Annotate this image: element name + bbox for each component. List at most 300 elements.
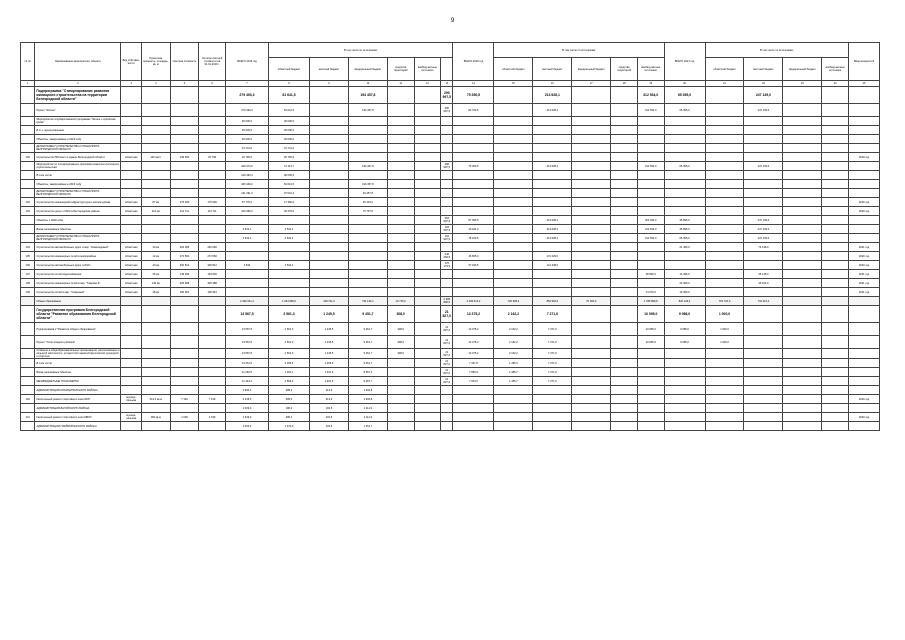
row-name-cell: АДМИНИСТРАЦИЯ ГРАЙВОРОНСКОГО РАЙОНА (35, 422, 121, 431)
value-cell (310, 198, 349, 207)
value-cell (494, 87, 533, 104)
value-cell (269, 243, 310, 252)
value-cell (387, 377, 414, 386)
value-cell: 30 000,0 (225, 126, 268, 135)
value-cell (387, 252, 414, 261)
value-cell (822, 252, 849, 261)
value-cell: 65 395,0 (664, 234, 705, 243)
value-cell (121, 180, 142, 189)
value-cell (744, 117, 783, 126)
value-cell: 182 кв.м (141, 413, 170, 422)
value-cell: 83 763,5 (453, 104, 494, 117)
value-cell (611, 323, 638, 336)
value-cell (170, 349, 199, 359)
value-cell (348, 225, 387, 234)
value-cell: 175 000 (199, 198, 226, 207)
value-cell: 21 827,0 (441, 377, 453, 386)
value-cell (572, 117, 611, 126)
value-cell: 279 493,3 (225, 87, 268, 104)
value-cell (441, 422, 453, 431)
value-cell (121, 349, 142, 359)
value-cell (494, 243, 533, 252)
value-cell (611, 336, 638, 349)
value-cell (441, 413, 453, 422)
value-cell (705, 198, 744, 207)
value-cell: 57 770,0 (225, 198, 268, 207)
value-cell (822, 180, 849, 189)
value-cell (664, 368, 705, 377)
value-cell (348, 126, 387, 135)
value-cell: 21 827,0 (441, 368, 453, 377)
value-cell (141, 404, 170, 413)
row-number-cell (21, 234, 35, 243)
value-cell (822, 153, 849, 162)
value-cell (414, 288, 441, 297)
value-cell: 21 827,0 (441, 349, 453, 359)
value-cell (705, 162, 744, 171)
value-cell (783, 377, 822, 386)
value-cell (494, 171, 533, 180)
value-cell: 791 136,1 (348, 297, 387, 306)
value-cell: 312 534,0 (637, 104, 664, 117)
value-cell (310, 234, 349, 243)
value-cell (121, 225, 142, 234)
value-cell (414, 87, 441, 104)
value-cell (414, 135, 441, 144)
value-cell (170, 126, 199, 135)
value-cell: 75 350,5 (453, 87, 494, 104)
value-cell: 213 628,1 (533, 234, 572, 243)
value-cell: 7 271,6 (533, 368, 572, 377)
value-cell (744, 404, 783, 413)
row-number-cell (21, 349, 35, 359)
value-cell (637, 180, 664, 189)
value-cell: 78 160,5 (453, 234, 494, 243)
value-cell: 2 561,3 (269, 323, 310, 336)
value-cell (414, 306, 441, 323)
value-cell (611, 404, 638, 413)
header-src-spacer (441, 58, 453, 81)
column-number-cell: 18 (611, 81, 638, 87)
value-cell (494, 395, 533, 404)
value-cell: 37 631,4 (269, 189, 310, 198)
value-cell (822, 126, 849, 135)
value-cell: 7 347,8 (453, 359, 494, 368)
value-cell (310, 261, 349, 270)
value-cell (783, 189, 822, 198)
value-cell: 9 086,0 (664, 306, 705, 323)
table-row (21, 336, 880, 349)
value-cell: 290 997,5 (441, 162, 453, 171)
table-body (21, 81, 880, 431)
value-cell (170, 404, 199, 413)
value-cell (387, 180, 414, 189)
value-cell: 21 827,0 (441, 306, 453, 323)
value-cell (170, 422, 199, 431)
value-cell (705, 261, 744, 270)
value-cell: 139 660 (170, 153, 199, 162)
value-cell (414, 422, 441, 431)
value-cell (141, 117, 170, 126)
value-cell (783, 349, 822, 359)
value-cell (572, 279, 611, 288)
value-cell: 2 469 513,2 (453, 297, 494, 306)
column-number-cell: 4 (141, 81, 170, 87)
value-cell (121, 126, 142, 135)
value-cell (453, 413, 494, 422)
value-cell (533, 413, 572, 422)
value-cell (849, 135, 880, 144)
value-cell: 8 657,2 (348, 368, 387, 377)
value-cell (170, 306, 199, 323)
value-cell (705, 279, 744, 288)
value-cell (822, 297, 849, 306)
value-cell (572, 386, 611, 395)
header-type: Вид собствен-ности (121, 43, 142, 81)
row-number-cell: 141 (21, 413, 35, 422)
value-cell (441, 279, 453, 288)
value-cell (141, 336, 170, 349)
column-number-cell: 9 (310, 81, 349, 87)
value-cell (121, 234, 142, 243)
value-cell (637, 198, 664, 207)
value-cell (849, 234, 880, 243)
value-cell (310, 225, 349, 234)
value-cell: 21 827,0 (441, 323, 453, 336)
value-cell (310, 270, 349, 279)
value-cell (822, 189, 849, 198)
value-cell (744, 386, 783, 395)
value-cell (611, 104, 638, 117)
row-number-cell (21, 386, 35, 395)
value-cell: 45 895,0 (664, 216, 705, 225)
value-cell (348, 135, 387, 144)
value-cell (705, 395, 744, 404)
header-src: внебюд-жетные источники (414, 58, 441, 81)
row-name-cell: Строительство автомобильных дорог в мкр. "Новосадовый" (35, 243, 121, 252)
value-cell (441, 180, 453, 189)
value-cell (849, 349, 880, 359)
value-cell: областная (121, 288, 142, 297)
value-cell (199, 377, 226, 386)
value-cell: 2021 год (849, 243, 880, 252)
value-cell: 2 162,2 (494, 323, 533, 336)
value-cell (822, 144, 849, 153)
value-cell: 262 096 (170, 243, 199, 252)
row-name-cell: Вновь начинаемые объекты (35, 225, 121, 234)
value-cell (744, 261, 783, 270)
page-number: 9 (450, 18, 455, 24)
value-cell (783, 323, 822, 336)
table-row (21, 180, 880, 189)
value-cell (783, 413, 822, 422)
value-cell (849, 87, 880, 104)
value-cell (494, 189, 533, 198)
value-cell: 116 км (141, 207, 170, 216)
value-cell (494, 234, 533, 243)
value-cell: 65 395,0 (664, 87, 705, 104)
value-cell: 172 429,0 (533, 252, 572, 261)
header-src: местный бюджет (533, 58, 572, 81)
value-cell: 763 722,0 (705, 297, 744, 306)
value-cell: 1 400,4 (225, 422, 268, 431)
value-cell (387, 422, 414, 431)
value-cell (414, 368, 441, 377)
row-name-cell: Объекты, завершаемые в 2019 году (35, 180, 121, 189)
value-cell (849, 377, 880, 386)
value-cell (705, 207, 744, 216)
value-cell (664, 198, 705, 207)
value-cell (572, 135, 611, 144)
value-cell: 19 395,0 (664, 288, 705, 297)
value-cell: 1 111,9 (348, 413, 387, 422)
value-cell (141, 323, 170, 336)
value-cell (637, 117, 664, 126)
column-number-cell: 24 (822, 81, 849, 87)
value-cell (310, 279, 349, 288)
value-cell (199, 87, 226, 104)
value-cell: 2 566,3 (269, 377, 310, 386)
value-cell (611, 252, 638, 261)
value-cell (387, 359, 414, 368)
value-cell (199, 104, 226, 117)
value-cell (744, 359, 783, 368)
value-cell (572, 349, 611, 359)
value-cell: 2 149,0 (225, 395, 268, 404)
value-cell: 7 149 (199, 395, 226, 404)
value-cell (414, 225, 441, 234)
value-cell (225, 279, 268, 288)
value-cell: 74 070,0 (637, 288, 664, 297)
value-cell (783, 270, 822, 279)
value-cell (453, 117, 494, 126)
value-cell (269, 279, 310, 288)
value-cell (822, 243, 849, 252)
value-cell (611, 171, 638, 180)
value-cell (269, 288, 310, 297)
value-cell (611, 422, 638, 431)
value-cell (664, 135, 705, 144)
value-cell: 1 245,5 (310, 349, 349, 359)
value-cell (705, 288, 744, 297)
value-cell: 20 765,0 (225, 153, 268, 162)
value-cell (348, 243, 387, 252)
value-cell (849, 180, 880, 189)
value-cell: 13 375,2 (453, 336, 494, 349)
value-cell (783, 198, 822, 207)
value-cell: 2021 год (849, 279, 880, 288)
value-cell (611, 306, 638, 323)
value-cell (611, 216, 638, 225)
row-number-cell (21, 126, 35, 135)
value-cell (453, 395, 494, 404)
value-cell: 36 км (141, 270, 170, 279)
value-cell (611, 135, 638, 144)
value-cell: 2 395 890,5 (441, 297, 453, 306)
column-number-cell: 20 (664, 81, 705, 87)
row-name-cell: ДЕПАРТАМЕНТ СТРОИТЕЛЬСТВА И ТРАНСПОРТА БЕЛГОРОДСКОЙ ОБЛАСТИ (35, 234, 121, 243)
value-cell (494, 252, 533, 261)
value-cell (494, 198, 533, 207)
value-cell (121, 422, 142, 431)
row-name-cell: Мероприятие государственной программы "Жилье и городская среда" (35, 117, 121, 126)
row-number-cell: 137 (21, 270, 35, 279)
table-row (21, 252, 880, 261)
value-cell: 45 895,0 (664, 225, 705, 234)
value-cell (387, 368, 414, 377)
value-cell: 13 567,5 (225, 306, 268, 323)
value-cell (170, 135, 199, 144)
column-number-cell: 1 (21, 81, 35, 87)
value-cell (170, 180, 199, 189)
value-cell (453, 189, 494, 198)
value-cell (849, 216, 880, 225)
header-group-2019: В том числе по источникам: (269, 43, 453, 58)
value-cell: 194 457,8 (348, 104, 387, 117)
value-cell: 47 113,7 (269, 162, 310, 171)
value-cell: 249 474,2 (225, 162, 268, 171)
value-cell (494, 279, 533, 288)
value-cell (414, 377, 441, 386)
value-cell (387, 404, 414, 413)
row-name-cell: Создание в общеобразовательных организациях, расположенных в сельской местности, условий для занятий физической культурой и спортом (36, 349, 120, 358)
value-cell (664, 413, 705, 422)
header-no: № пп (21, 43, 35, 81)
value-cell (783, 207, 822, 216)
value-cell: 9 451,7 (348, 306, 387, 323)
value-cell: 290 997,5 (441, 104, 453, 117)
row-number-cell: 138 (21, 279, 35, 288)
value-cell (453, 243, 494, 252)
value-cell (170, 225, 199, 234)
value-cell (637, 261, 664, 270)
value-cell (170, 386, 199, 395)
value-cell (441, 395, 453, 404)
value-cell: 312 534,0 (637, 87, 664, 104)
value-cell (822, 207, 849, 216)
value-cell (387, 207, 414, 216)
value-cell (310, 153, 349, 162)
value-cell: 7 271,6 (533, 336, 572, 349)
header-notes: Ввод мощностей (849, 43, 880, 81)
value-cell (744, 395, 783, 404)
table-row (21, 234, 880, 243)
value-cell (494, 404, 533, 413)
header-rest: Остаток сметной стоимости на 01.01.2019 г. (199, 43, 226, 81)
value-cell (705, 189, 744, 198)
value-cell: 1 455,7 (494, 368, 533, 377)
value-cell (744, 207, 783, 216)
value-cell (141, 377, 170, 386)
value-cell: 87 050,5 (453, 216, 494, 225)
value-cell: областная (121, 198, 142, 207)
column-number-cell: 7 (225, 81, 268, 87)
value-cell (705, 413, 744, 422)
value-cell (533, 422, 572, 431)
value-cell (744, 336, 783, 349)
value-cell (441, 126, 453, 135)
value-cell: 10 095,0 (637, 336, 664, 349)
value-cell (199, 323, 226, 336)
row-name-cell: В том числе (35, 171, 121, 180)
value-cell (611, 234, 638, 243)
value-cell (121, 162, 142, 171)
value-cell: 37 330,5 (453, 261, 494, 270)
header-row-groups (21, 43, 880, 58)
value-cell (664, 386, 705, 395)
value-cell: 30 км (141, 243, 170, 252)
value-cell (637, 189, 664, 198)
header-src: средства территорий (611, 58, 638, 81)
value-cell (387, 87, 414, 104)
row-name-cell: АДМИНИСТРАЦИЯ ВАЛУЙСКОГО РАЙОНА (35, 404, 121, 413)
row-number-cell (21, 377, 35, 386)
value-cell: 7 859,9 (453, 368, 494, 377)
header-total-2020: ВСЕГО 2020 год (453, 43, 494, 81)
row-number-cell (21, 180, 35, 189)
value-cell: 190 961 (170, 288, 199, 297)
value-cell: 214,6 (310, 386, 349, 395)
row-name-cell: Строительство сетей водоснабжения (35, 270, 121, 279)
value-cell (664, 144, 705, 153)
value-cell: 1 639 (170, 413, 199, 422)
value-cell (414, 126, 441, 135)
value-cell (572, 422, 611, 431)
value-cell (414, 117, 441, 126)
value-cell: 1 455,7 (494, 377, 533, 386)
value-cell: 7 271,6 (533, 349, 572, 359)
value-cell: 1 245,5 (310, 323, 349, 336)
value-cell: 1 639 (199, 413, 226, 422)
value-cell: 1 301,6 (310, 368, 349, 377)
value-cell (170, 377, 199, 386)
value-cell (637, 135, 664, 144)
value-cell (310, 252, 349, 261)
value-cell (664, 422, 705, 431)
column-number-cell: 6 (199, 81, 226, 87)
value-cell (783, 153, 822, 162)
value-cell (414, 180, 441, 189)
value-cell: 7 271,6 (533, 359, 572, 368)
value-cell (705, 349, 744, 359)
value-cell: 213 628,1 (533, 216, 572, 225)
value-cell (705, 144, 744, 153)
value-cell (387, 234, 414, 243)
value-cell (783, 404, 822, 413)
row-number-cell: 139 (21, 288, 35, 297)
value-cell: 4 532,1 (269, 261, 310, 270)
value-cell (533, 153, 572, 162)
value-cell: 247 139,0 (744, 87, 783, 104)
header-src: внебюд-жетные источники (822, 58, 849, 81)
value-cell (744, 306, 783, 323)
value-cell (572, 323, 611, 336)
value-cell: 11 262,5 (225, 368, 268, 377)
value-cell (348, 216, 387, 225)
value-cell (441, 243, 453, 252)
value-cell (572, 234, 611, 243)
value-cell (611, 153, 638, 162)
value-cell (572, 336, 611, 349)
table-row (21, 349, 880, 359)
value-cell: 2020 год (849, 207, 880, 216)
value-cell (611, 386, 638, 395)
value-cell (348, 270, 387, 279)
value-cell (849, 144, 880, 153)
value-cell: 1 000,0 (705, 323, 744, 336)
value-cell (441, 144, 453, 153)
value-cell: 247 139,0 (744, 104, 783, 117)
